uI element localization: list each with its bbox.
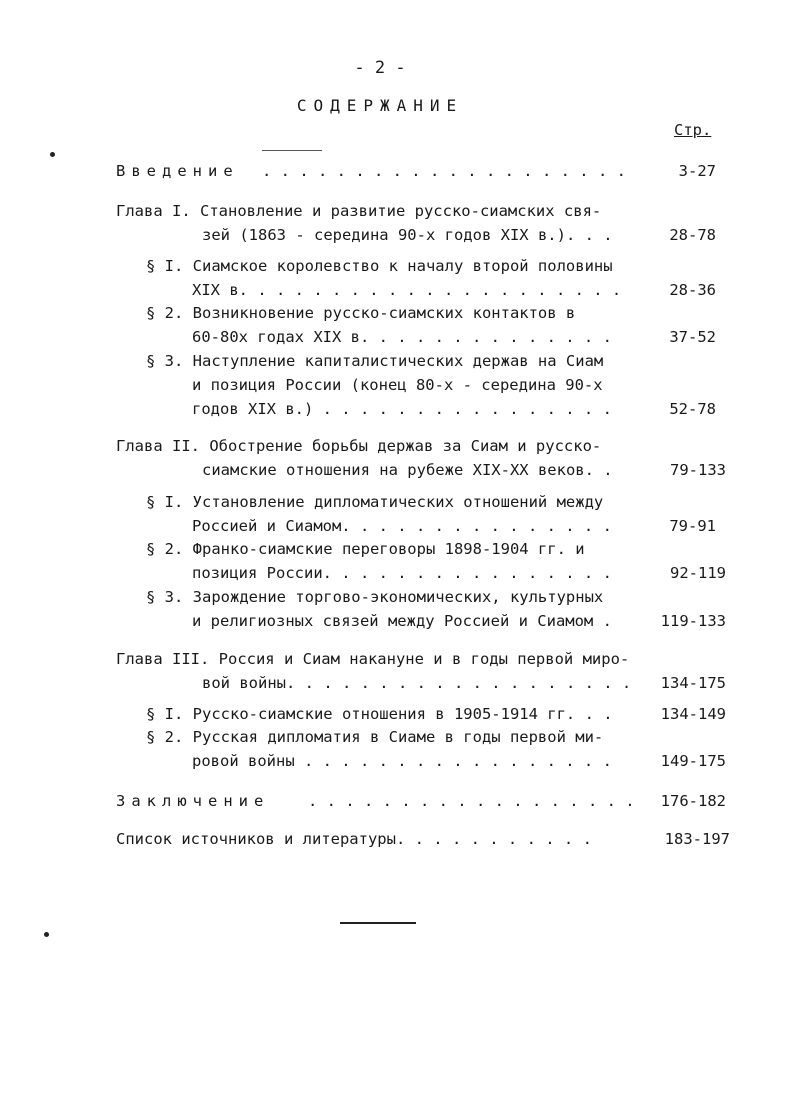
toc-ch2-s2-pages: 92-119 [670,564,726,582]
toc-ch1-s2-line1: § 2. Возникновение русско-сиамских контактов в [146,304,576,322]
toc-ch2-pages: 79-133 [670,461,726,479]
toc-ch3-s2-pages: 149-175 [660,752,726,770]
toc-ch1-s3-line2: и позиция России (конец 80-х - середина 90-х [192,376,603,394]
toc-ch3-s1-pages: 134-149 [660,705,726,723]
scan-speck [50,152,55,157]
toc-ch1-pages: 28-78 [669,226,716,244]
toc-ch1-s3-pages: 52-78 [669,400,716,418]
toc-ch3-s1-line1: § I. Русско-сиамские отношения в 1905-1914 гг. . . [146,705,613,723]
toc-ch3-line2: вой войны. . . . . . . . . . . . . . . . . . . [202,674,632,692]
divider-bottom [340,922,416,924]
toc-ch1-s2-pages: 37-52 [669,328,716,346]
toc-ch2-s1-line2: Россией и Сиамом. . . . . . . . . . . . . . . [192,517,612,535]
toc-ch1-s3-line3: годов XIX в.) . . . . . . . . . . . . . . . . [192,400,612,418]
toc-ch1-line1: Глава I. Становление и развитие русско-сиамских свя- [116,202,602,220]
toc-ch1-s1-line1: § I. Сиамское королевство к началу второй половины [146,257,613,275]
toc-ch2-s3-pages: 119-133 [660,612,726,630]
toc-ch1-s2-line2: 60-80х годах XIX в. . . . . . . . . . . . . . [192,328,612,346]
toc-ch2-s3-line1: § 3. Зарождение торгово-экономических, культурных [146,588,604,606]
toc-ch3-s2-line2: ровой войны . . . . . . . . . . . . . . . . . [192,752,612,770]
toc-conclusion-label: Заключение [116,792,270,810]
toc-ch2-s1-line1: § I. Установление дипломатических отношений между [146,493,604,511]
toc-ch1-s1-pages: 28-36 [669,281,716,299]
toc-ch1-s1-line2: XIX в. . . . . . . . . . . . . . . . . . . . . [192,281,622,299]
toc-ch2-line2: сиамские отношения на рубеже XIX-XX веков. . [202,461,613,479]
divider-top [262,150,322,151]
toc-ch2-line1: Глава II. Обострение борьбы держав за Сиам и русско- [116,437,602,455]
toc-ch2-s1-pages: 79-91 [669,517,716,535]
toc-ch3-s2-line1: § 2. Русская дипломатия в Сиаме в годы первой ми- [146,728,604,746]
toc-sources-pages: 183-197 [664,830,730,848]
toc-conclusion-dots: . . . . . . . . . . . . . . . . . . [308,792,635,810]
toc-ch3-pages: 134-175 [660,674,726,692]
toc-ch1-line2: зей (1863 - середина 90-х годов XIX в.). . . [202,226,613,244]
page-column-header: Стр. [674,121,712,139]
page-number: - 2 - [354,58,406,78]
toc-ch2-s3-line2: и религиозных связей между Россией и Сиамом . [192,612,612,630]
page-title: СОДЕРЖАНИЕ [296,96,464,115]
toc-conclusion-pages: 176-182 [660,792,726,810]
toc-ch2-s2-line1: § 2. Франко-сиамские переговоры 1898-1904 гг. и [146,540,585,558]
scan-speck [44,932,49,937]
toc-ch1-s3-line1: § 3. Наступление капиталистических держав на Сиам [146,352,604,370]
toc-intro-dots: . . . . . . . . . . . . . . . . . . . . [262,162,626,180]
toc-ch3-line1: Глава III. Россия и Сиам накануне и в годы первой миро- [116,650,630,668]
toc-ch2-s2-line2: позиция России. . . . . . . . . . . . . . . . [192,564,612,582]
toc-intro-pages: 3-27 [678,162,716,180]
toc-sources-line1: Список источников и литературы. . . . . . . . . . . [116,830,592,848]
toc-intro-label: Введение [116,162,239,180]
